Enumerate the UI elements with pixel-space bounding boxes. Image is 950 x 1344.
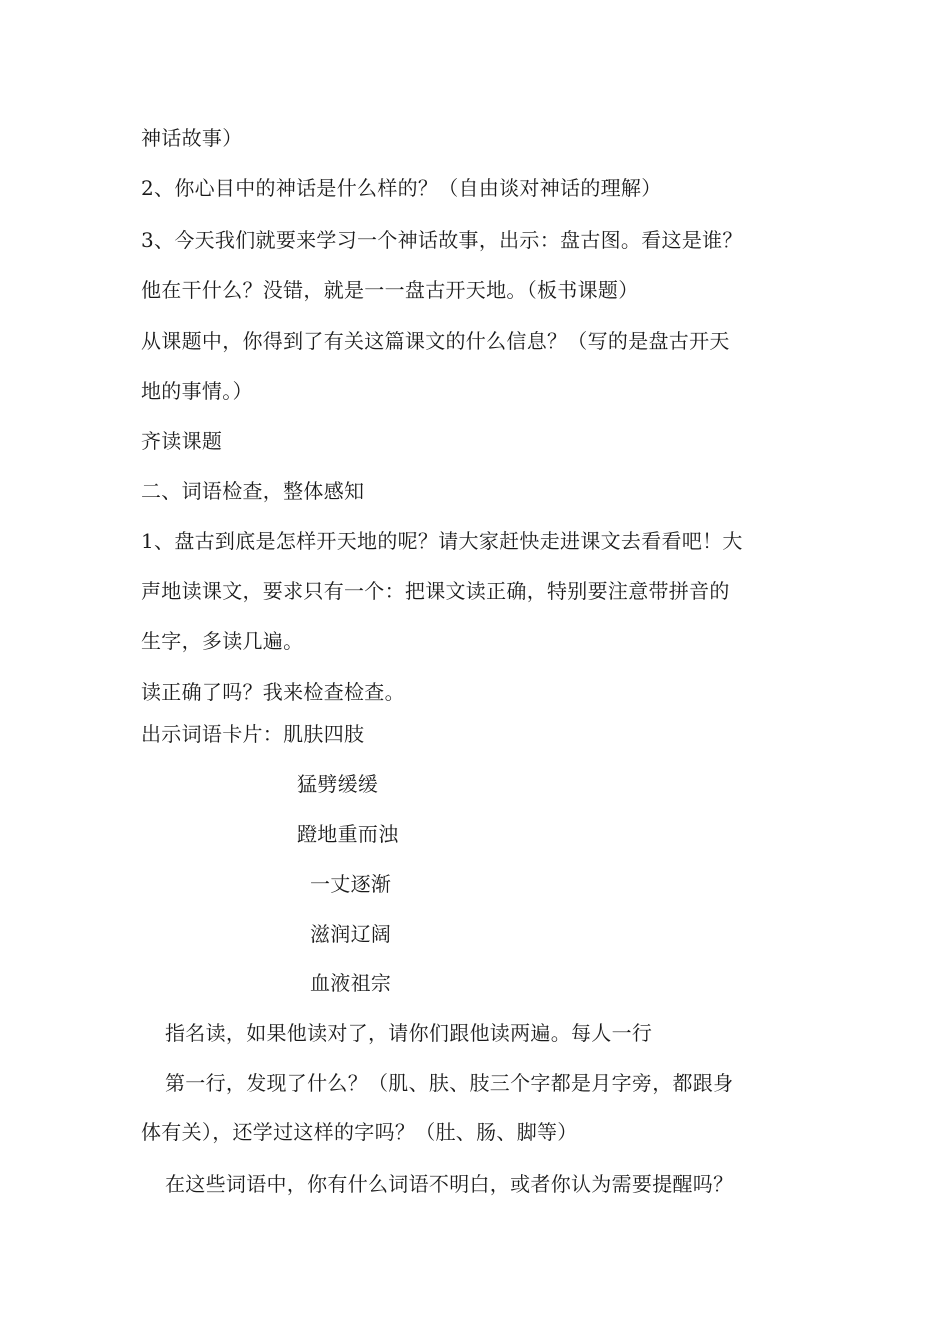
word-card-row: 猛劈缓缓 <box>297 772 379 796</box>
text-line: 神话故事） <box>141 126 243 150</box>
text-line: 生字，多读几遍。 <box>141 629 304 653</box>
word-card-row: 一丈逐渐 <box>310 872 392 896</box>
text-line: 从课题中，你得到了有关这篇课文的什么信息？（写的是盘古开天 <box>141 329 730 353</box>
text-line: 读正确了吗？我来检查检查。 <box>141 680 405 704</box>
word-card-row: 蹬地重而浊 <box>297 822 399 846</box>
word-card-row: 滋润辽阔 <box>310 922 392 946</box>
text-line: 声地读课文，要求只有一个：把课文读正确，特别要注意带拼音的 <box>141 579 730 603</box>
section-heading: 二、词语检查，整体感知 <box>141 479 365 503</box>
text-line: 在这些词语中，你有什么词语不明白，或者你认为需要提醒吗？ <box>165 1172 734 1196</box>
text-line: 2、你心目中的神话是什么样的？（自由谈对神话的理解） <box>141 176 662 200</box>
text-line: 第一行，发现了什么？（肌、肤、肢三个字都是月字旁，都跟身 <box>165 1071 734 1095</box>
text-line: 齐读课题 <box>141 429 223 453</box>
text-line: 地的事情。） <box>141 379 253 403</box>
text-line: 3、今天我们就要来学习一个神话故事，出示：盘古图。看这是谁？ <box>141 228 743 252</box>
text-line: 1、盘古到底是怎样开天地的呢？请大家赶快走进课文去看看吧！大 <box>141 529 743 553</box>
text-line: 他在干什么？没错，就是一一盘古开天地。（板书课题） <box>141 278 639 302</box>
text-line: 指名读，如果他读对了，请你们跟他读两遍。每人一行 <box>165 1021 653 1045</box>
word-card-row: 血液祖宗 <box>310 971 392 995</box>
word-card-label: 出示词语卡片：肌肤四肢 <box>141 722 365 746</box>
text-line: 体有关），还学过这样的字吗？（肚、肠、脚等） <box>141 1120 578 1144</box>
